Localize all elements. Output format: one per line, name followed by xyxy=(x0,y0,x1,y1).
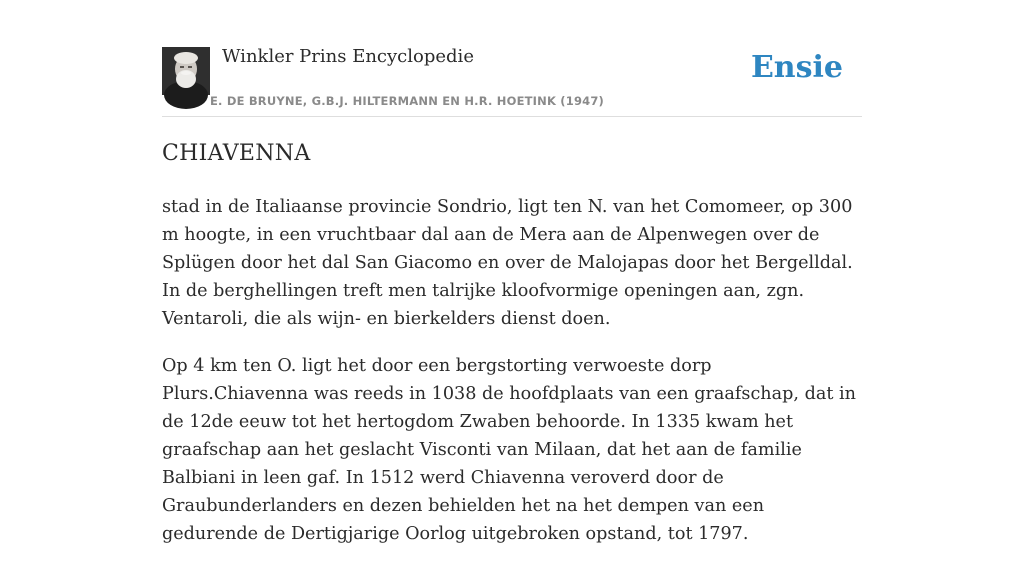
portrait-image xyxy=(162,47,210,95)
authors-line: E. DE BRUYNE, G.B.J. HILTERMANN EN H.R. HOETINK (1947) xyxy=(210,94,605,108)
article-body xyxy=(162,193,862,567)
author-avatar[interactable] xyxy=(162,47,210,95)
brand-logo[interactable]: Ensie xyxy=(750,50,843,85)
article-paragraph: Op 4 km ten O. ligt het door een bergstorting verwoeste dorp Plurs.Chiavenna was reeds in 1038 de hoofdplaats van een graafschap, dat in de 12de eeuw tot het hertogdom Zwaben behoorde. In 1335 kwam het graafschap aan het geslacht Visconti van Milaan, dat het aan de familie Balbiani in leen gaf. In 1512 werd Chiavenna veroverd door de Graubunderlanders en dezen behielden het na het dempen van een gedurende de Dertigjarige Oorlog uitgebroken opstand, tot 1797. xyxy=(162,356,856,544)
site-header xyxy=(162,0,862,117)
article-headword: CHIAVENNA xyxy=(162,141,311,166)
article-paragraph: stad in de Italiaanse provincie Sondrio, ligt ten N. van het Comomeer, op 300 m hoogte, in een vruchtbaar dal aan de Mera aan de Alpenwegen over de Splügen door het dal San Giacomo en over de Malojapas door het Bergelldal. In de berghellingen treft men talrijke kloofvormige openingen aan, zgn. Ventaroli, die als wijn- en bierkelders dienst doen. xyxy=(162,197,853,329)
publication-title[interactable]: Winkler Prins Encyclopedie xyxy=(222,46,474,67)
